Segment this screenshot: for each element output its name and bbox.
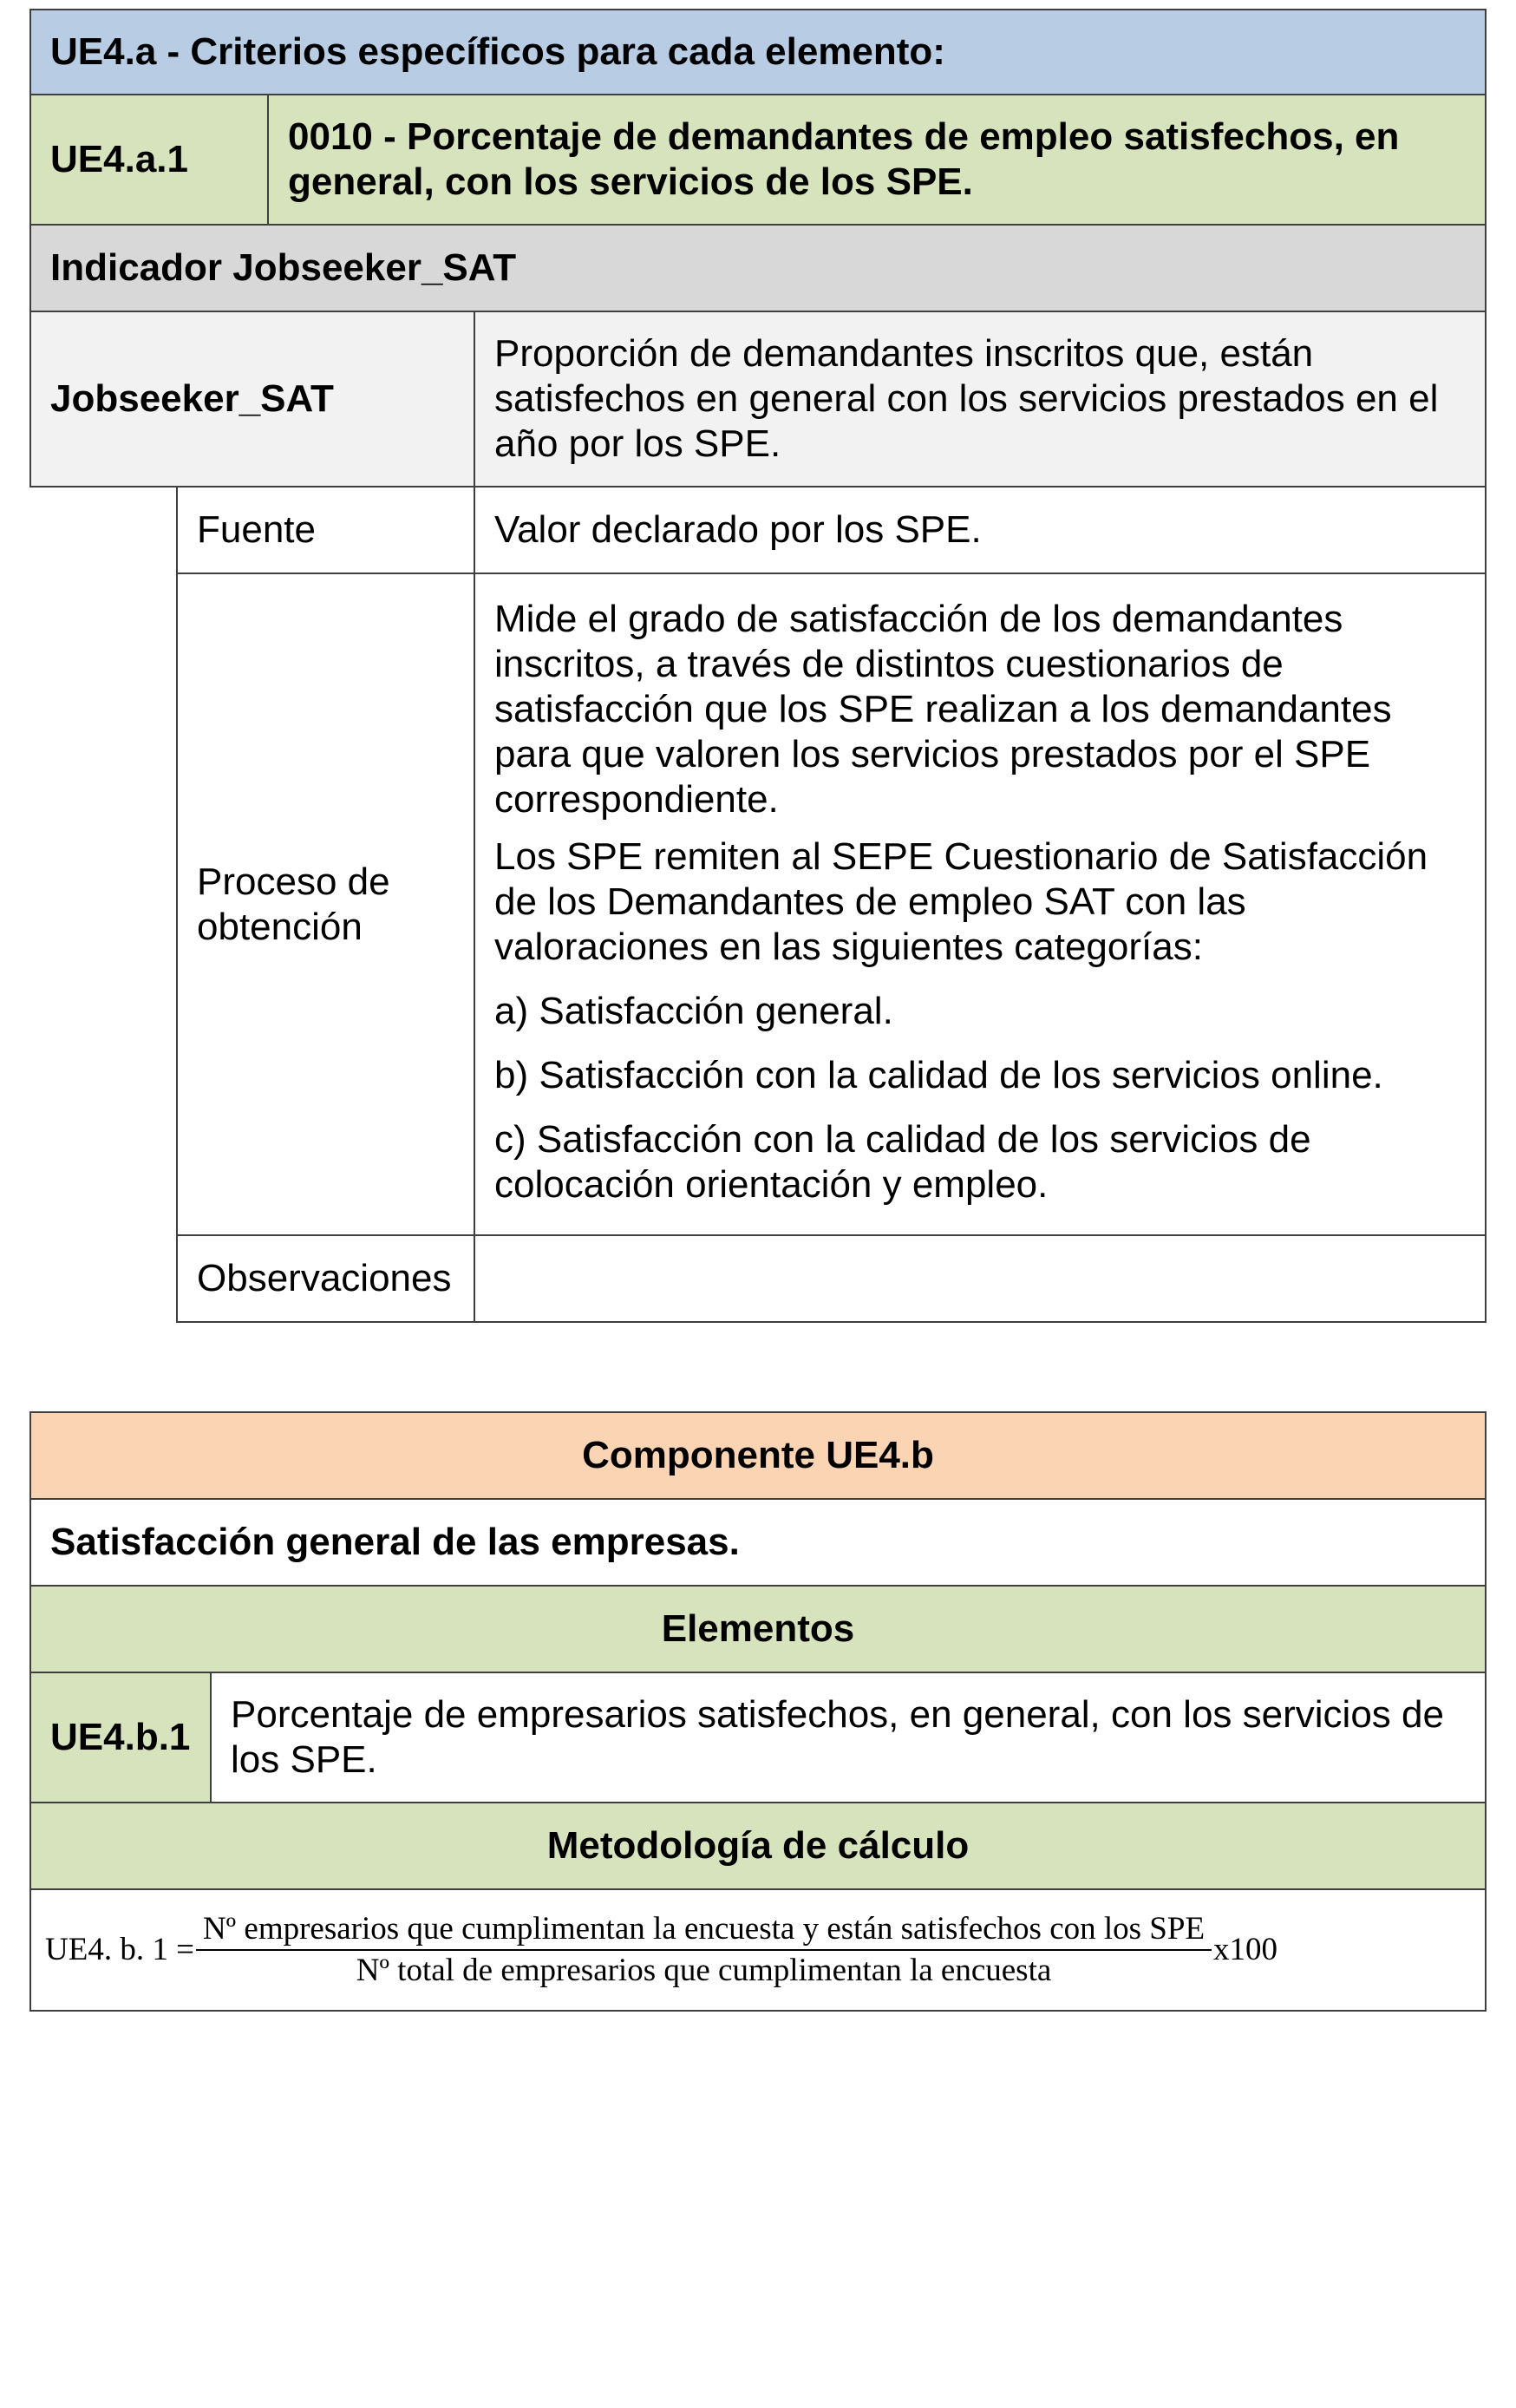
observaciones-value-cell — [474, 1234, 1487, 1323]
section-b-header — [29, 1411, 1487, 1500]
indicator-name-cell — [29, 311, 475, 487]
element-b-text-cell — [210, 1672, 1487, 1803]
element-title-cell — [267, 94, 1487, 226]
element-b-code-cell — [29, 1672, 212, 1803]
formula-cell — [29, 1888, 1487, 2012]
indicator-definition: Proporción de demandantes inscritos que, están satisfechos en general con los servicios prestados en el año por los SPE. — [494, 332, 1439, 465]
element-code-cell — [29, 94, 269, 226]
fuente-label-cell — [176, 486, 475, 574]
formula-fraction — [199, 1909, 1208, 1991]
method-header — [29, 1802, 1487, 1890]
proceso-label-cell — [176, 573, 475, 1236]
observaciones-label: Observaciones — [197, 1257, 452, 1299]
formula-lhs: UE4. b. 1 = — [45, 1932, 194, 1967]
proceso-label: Proceso de obtención — [197, 860, 390, 948]
method-header-text: Metodología de cálculo — [546, 1824, 970, 1867]
indicator-definition-cell — [474, 311, 1487, 487]
proceso-paragraph: Mide el grado de satisfacción de los demandantes inscritos, a través de distintos cuestionarios de satisfacción que los SPE realizan a los demandantes para que valoren los servicios prestados por el SPE correspondiente. — [494, 598, 1392, 821]
proceso-list-item: a) Satisfacción general. — [494, 990, 893, 1032]
indicator-name: Jobseeker_SAT — [50, 377, 334, 420]
section-b-header-text: Componente UE4.b — [582, 1434, 934, 1476]
fuente-value: Valor declarado por los SPE. — [494, 508, 982, 551]
section-a-header-text: UE4.a - Criterios específicos para cada elemento: — [50, 30, 945, 73]
fuente-label: Fuente — [197, 508, 316, 551]
element-title: 0010 - Porcentaje de demandantes de empleo satisfechos, en general, con los servicios de los SPE. — [288, 115, 1400, 203]
elements-header-text: Elementos — [661, 1607, 855, 1650]
formula-multiplier: x100 — [1213, 1932, 1278, 1967]
proceso-list-item: b) Satisfacción con la calidad de los servicios online. — [494, 1054, 1383, 1096]
element-b-code: UE4.b.1 — [50, 1716, 191, 1758]
proceso-paragraph: Los SPE remiten al SEPE Cuestionario de Satisfacción de los Demandantes de empleo SAT con las valoraciones en las siguientes categorías: — [494, 835, 1428, 968]
section-a-header — [29, 9, 1487, 95]
elements-header — [29, 1585, 1487, 1673]
observaciones-label-cell — [176, 1234, 475, 1323]
formula-denominator: Nº total de empresarios que cumplimentan la encuesta — [196, 1949, 1212, 1991]
proceso-value-cell — [474, 573, 1487, 1236]
fuente-value-cell — [474, 486, 1487, 574]
section-b-subtitle-text: Satisfacción general de las empresas. — [50, 1521, 740, 1563]
indicator-header-text: Indicador Jobseeker_SAT — [50, 246, 517, 289]
element-code: UE4.a.1 — [50, 138, 188, 180]
indicator-header — [29, 224, 1487, 312]
section-b-subtitle — [29, 1498, 1487, 1587]
element-b-text: Porcentaje de empresarios satisfechos, en general, con los servicios de los SPE. — [231, 1693, 1444, 1781]
proceso-list-item: c) Satisfacción con la calidad de los servicios de colocación orientación y empleo. — [494, 1118, 1311, 1206]
formula-numerator: Nº empresarios que cumplimentan la encuesta y están satisfechos con los SPE — [202, 1911, 1206, 1947]
